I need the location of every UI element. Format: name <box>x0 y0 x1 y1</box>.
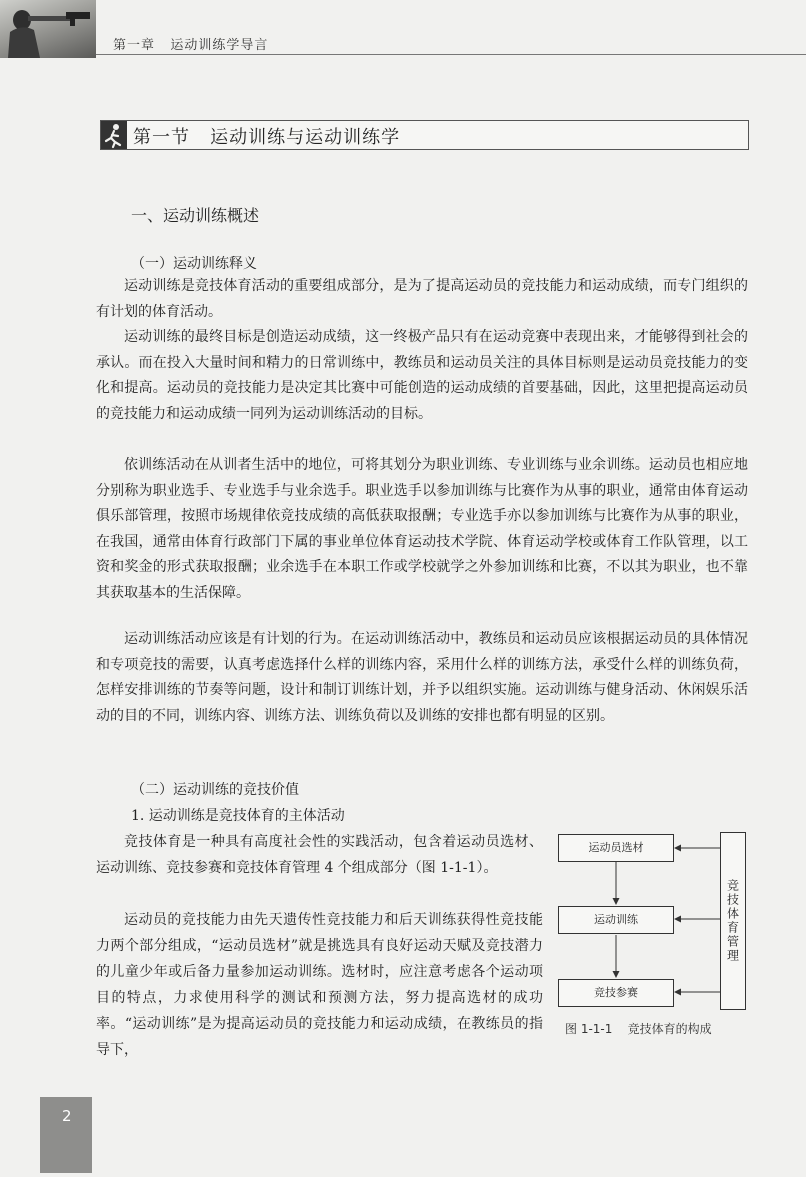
box-sports-management: 竞技体育管理 <box>720 832 746 1010</box>
figure-caption: 图 1-1-1 竞技体育的构成 <box>565 1022 712 1036</box>
header-divider <box>96 54 806 55</box>
chapter-title: 第一章 运动训练学导言 <box>113 38 269 53</box>
box-competition: 竞技参赛 <box>558 979 674 1007</box>
paragraph: 依训练活动在从训者生活中的地位，可将其划分为职业训练、专业训练与业余训练。运动员也相应地分别称为职业选手、专业选手与业余选手。职业选手以参加训练与比赛作为从事的职业，通常由体育运动俱乐部管理，按照市场规律依竞技成绩的高低获取报酬；专业选手亦以参加训练与比赛作为从事的职业，在我国，通常由体育行政部门下属的事业单位体育运动技术学院、体育运动学校或体育工作队管理，以工资和奖金的形式获取报酬；业余选手在本职工作或学校就学之外参加训练和比赛，不以其为职业，也不靠其获取基本的生活保障。 <box>96 457 748 601</box>
box-sports-training: 运动训练 <box>558 906 674 934</box>
box-athlete-selection: 运动员选材 <box>558 834 674 862</box>
paragraph: 运动训练的最终目标是创造运动成绩，这一终极产品只有在运动竞赛中表现出来，才能够得到社会的承认。而在投入大量时间和精力的日常训练中，教练员和运动员关注的具体目标则是运动员竞技能力的变化和提高。运动员的竞技能力是决定其比赛中可能创造的运动成绩的首要基础，因此，这里把提高运动员的竞技能力和运动成绩一同列为运动训练活动的目标。 <box>96 329 748 422</box>
shooter-figure-icon <box>0 0 96 58</box>
paragraph: 竞技体育是一种具有高度社会性的实践活动，包含着运动员选材、运动训练、竞技参赛和竞技体育管理 4 个组成部分（图 1-1-1）。 <box>96 834 543 876</box>
paragraph: 运动员的竞技能力由先天遗传性竞技能力和后天训练获得性竞技能力两个部分组成，“运动员选材”就是挑选具有良好运动天赋及竞技潜力的儿童少年或后备力量参加运动训练。选材时，应注意考虑各个运动项目的特点，力求使用科学的测试和预测方法，努力提高选材的成功率。“运动训练”是为提高运动员的竞技能力和运动成绩，在教练员的指导下， <box>96 912 543 1058</box>
paragraph: 运动训练是竞技体育活动的重要组成部分，是为了提高运动员的竞技能力和运动成绩，而专门组织的有计划的体育活动。 <box>96 278 748 320</box>
heading-overview: 一、运动训练概述 <box>131 206 260 225</box>
figure-diagram <box>558 832 754 1012</box>
paragraph: 运动训练活动应该是有计划的行为。在运动训练活动中，教练员和运动员应该根据运动员的具体情况和专项竞技的需要，认真考虑选择什么样的训练内容，采用什么样的训练方法，承受什么样的训练负荷，怎样安排训练的节奏等问题，设计和制订训练计划，并予以组织实施。运动训练与健身活动、休闲娱乐活动的目的不同，训练内容、训练方法、训练负荷以及训练的安排也都有明显的区别。 <box>96 631 748 724</box>
header-photo <box>0 0 96 58</box>
runner-icon <box>101 121 127 149</box>
section-title: 第一节 运动训练与运动训练学 <box>133 127 401 148</box>
subheading-definition: （一）运动训练释义 <box>131 256 257 272</box>
page-number: 2 <box>62 1107 72 1125</box>
subheading-competitive-value: （二）运动训练的竞技价值 <box>131 782 299 798</box>
section-title-box <box>100 120 749 150</box>
list-item-heading: 1. 运动训练是竞技体育的主体活动 <box>131 808 345 824</box>
